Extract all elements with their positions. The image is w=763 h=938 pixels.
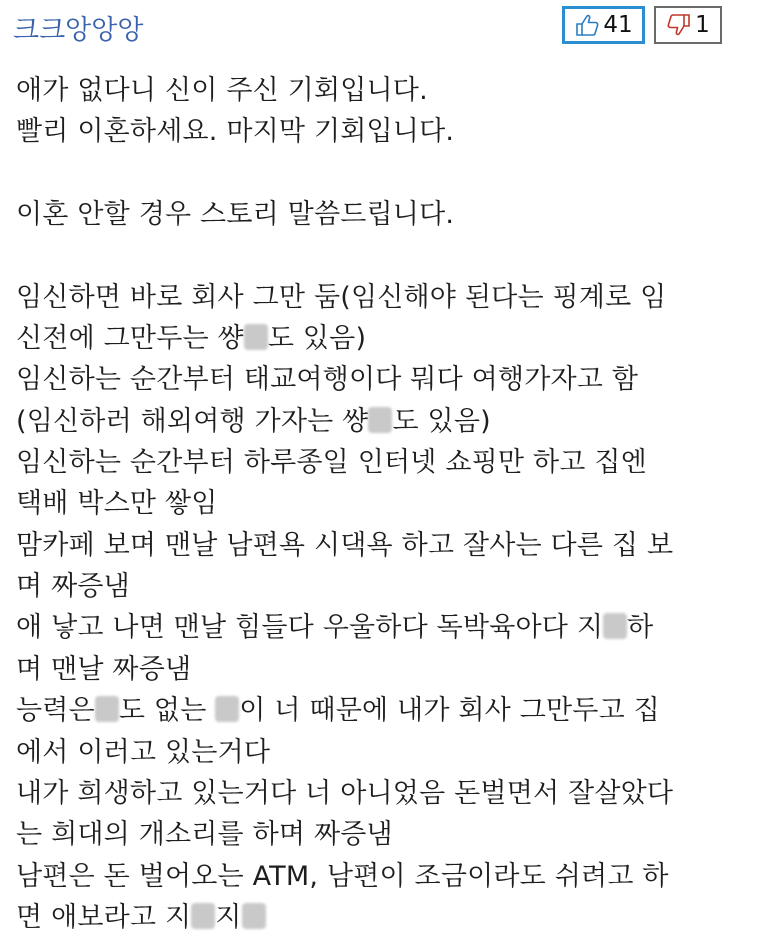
downvote-button[interactable] (654, 6, 722, 44)
comment-text: 며 맨날 짜증냄 (16, 653, 192, 685)
comment-text: 이혼 안할 경우 스토리 말씀드립니다. (16, 199, 455, 231)
comment-line (16, 607, 756, 648)
comment-line (16, 111, 756, 152)
censor-blur (191, 903, 215, 929)
comment-text: 남편은 돈 벌어오는 ATM, 남편이 조금이라도 쉬려고 하 (16, 860, 669, 892)
comment-line (16, 814, 756, 855)
comment-line (16, 153, 756, 194)
downvote-count: 1 (695, 12, 710, 38)
comment-text: 능력은 (16, 695, 95, 727)
comment-text: 빨리 이혼하세요. 마지막 기회입니다. (16, 116, 455, 148)
censor-blur (603, 613, 627, 639)
censor-blur (215, 696, 239, 722)
comment-text: 택배 박스만 쌓임 (16, 488, 218, 520)
comment-line (16, 194, 756, 235)
comment-text: 신전에 그만두는 썅 (16, 323, 244, 355)
censor-blur (95, 696, 119, 722)
comment-text: 지 (215, 901, 242, 933)
comment-line (16, 359, 756, 400)
comment-line (16, 442, 756, 483)
thumbs-up-icon (574, 12, 600, 38)
comment-text: 하 (627, 612, 654, 644)
comment-line (16, 690, 756, 731)
comment-text: 맘카페 보며 맨날 남편욕 시댁욕 하고 잘사는 다른 집 보 (16, 529, 674, 561)
comment-line (16, 897, 756, 938)
comment-author[interactable]: 크크앙앙앙 (13, 15, 144, 46)
comment-text: 임신하면 바로 회사 그만 둠(임신해야 된다는 핑계로 임 (16, 281, 667, 313)
comment-line (16, 732, 756, 773)
comment-text: 애가 없다니 신이 주신 기회입니다. (16, 75, 428, 106)
comment-text: 도 있음) (392, 405, 491, 437)
comment-line (16, 277, 756, 318)
comment-text: 면 애보라고 지 (16, 901, 192, 933)
comment-line (16, 235, 756, 276)
comment-header (0, 0, 763, 60)
comment-text: 애 낳고 나면 맨날 힘들다 우울하다 독박육아다 지 (16, 612, 604, 644)
upvote-count: 41 (603, 12, 633, 38)
comment-line (16, 525, 756, 566)
censor-blur (244, 324, 268, 350)
comment-text: 며 짜증냄 (16, 571, 130, 603)
comment-text: 는 희대의 개소리를 하며 짜증냄 (16, 819, 393, 851)
comment-text: (임신하러 해외여행 가자는 썅 (16, 405, 369, 437)
comment-text: 임신하는 순간부터 하루종일 인터넷 쇼핑만 하고 집엔 (16, 447, 647, 479)
comment-text: 도 없는 (118, 695, 216, 727)
comment-text: 임신하는 순간부터 태교여행이다 뭐다 여행가자고 함 (16, 364, 639, 396)
comment-text: 내가 희생하고 있는거다 너 아니었음 돈벌면서 잘살았다 (16, 777, 674, 809)
comment-line (16, 566, 756, 607)
comment-text: 이 너 때문에 내가 회사 그만두고 집 (239, 695, 660, 727)
censor-blur (368, 407, 392, 433)
comment-text: 도 있음) (267, 323, 367, 355)
comment-line (16, 318, 756, 359)
comment-line (16, 401, 756, 442)
comment-body (16, 70, 756, 938)
comment-line (16, 773, 756, 814)
comment-line (16, 856, 756, 897)
upvote-button[interactable] (562, 6, 645, 44)
comment-line (16, 649, 756, 690)
thumbs-down-icon (666, 12, 692, 38)
comment-line (16, 70, 756, 111)
censor-blur (242, 903, 266, 929)
comment-text: 에서 이러고 있는거다 (16, 736, 271, 768)
comment-line (16, 483, 756, 524)
